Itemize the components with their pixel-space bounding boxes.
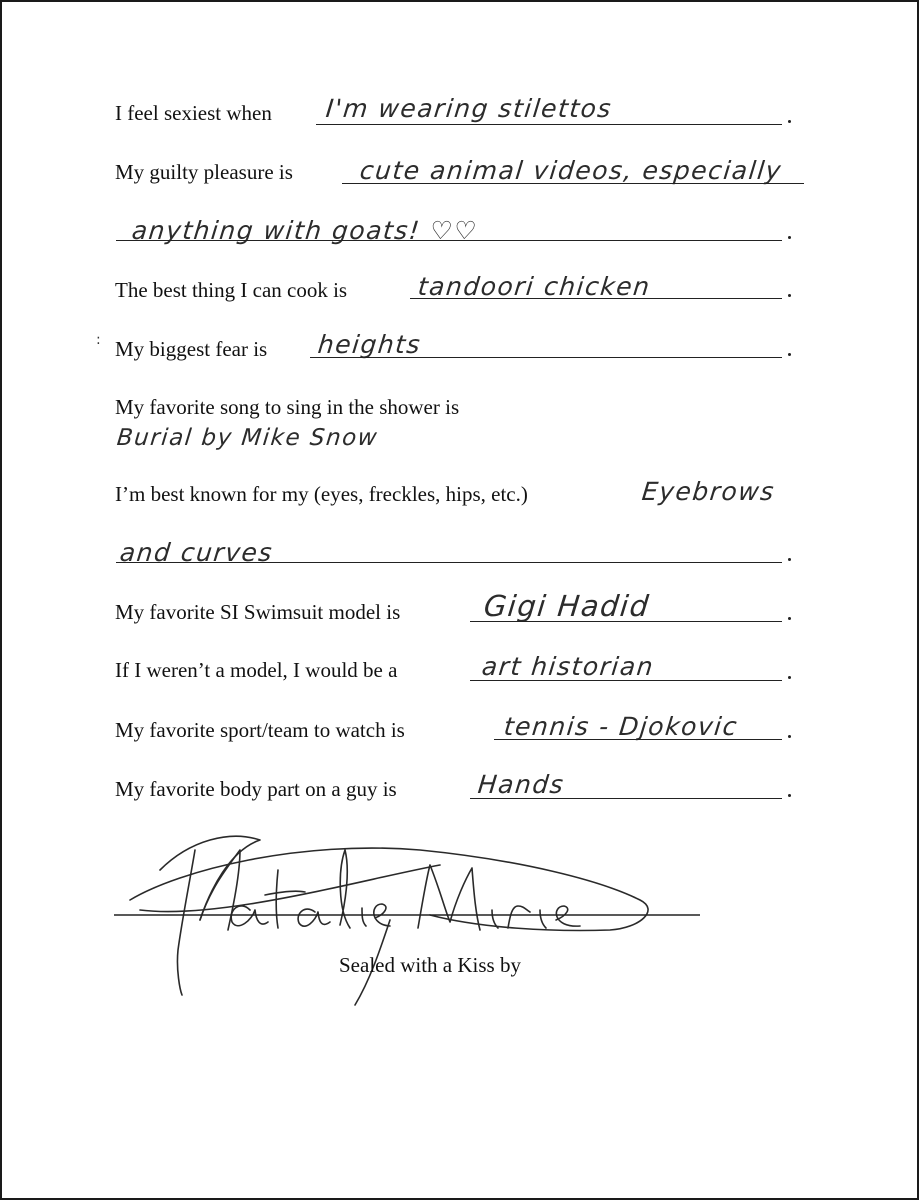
handwritten-answer: I'm wearing stilettos [324, 94, 614, 123]
answer-line [116, 562, 782, 563]
answer-line [316, 124, 782, 125]
answer-line [116, 240, 782, 241]
question-label: I’m best known for my (eyes, freckles, hips, etc.) [115, 482, 528, 506]
period-dot [788, 794, 791, 797]
margin-mark: : [96, 332, 101, 348]
handwritten-answer: tennis - Djokovic [502, 712, 740, 741]
handwritten-answer: art historian [480, 652, 656, 681]
question-label: If I weren’t a model, I would be a [115, 658, 398, 682]
handwritten-answer: Burial by Mike Snow [115, 425, 380, 451]
period-dot [788, 236, 791, 239]
period-dot [788, 353, 791, 356]
question-label: My favorite sport/team to watch is [115, 718, 405, 742]
answer-line [410, 298, 782, 299]
question-label: The best thing I can cook is [115, 278, 348, 302]
question-label: My favorite SI Swimsuit model is [115, 600, 401, 624]
handwritten-answer-continued: anything with goats! ♡♡ [130, 216, 480, 245]
answer-line [470, 621, 782, 622]
handwritten-answer-continued: and curves [118, 538, 275, 567]
period-dot [788, 676, 791, 679]
question-label: My biggest fear is [115, 337, 268, 361]
period-dot [788, 558, 791, 561]
answer-line [470, 680, 782, 681]
answer-line [310, 357, 782, 358]
answer-line [494, 739, 782, 740]
answer-line [342, 183, 804, 184]
handwritten-answer: Hands [476, 770, 566, 799]
period-dot [788, 120, 791, 123]
period-dot [788, 735, 791, 738]
handwritten-answer: tandoori chicken [416, 272, 653, 301]
question-label: My favorite body part on a guy is [115, 777, 397, 801]
question-label: My favorite song to sing in the shower is [115, 395, 460, 419]
question-label: I feel sexiest when [115, 101, 272, 125]
handwritten-answer: cute animal videos, especially [358, 156, 784, 185]
handwritten-answer: heights [316, 330, 423, 359]
handwritten-answer: Eyebrows [640, 477, 777, 506]
signature-caption: Sealed with a Kiss by [339, 953, 521, 977]
handwritten-signature [100, 810, 700, 1010]
period-dot [788, 617, 791, 620]
question-label: My guilty pleasure is [115, 160, 293, 184]
answer-line [470, 798, 782, 799]
period-dot [788, 294, 791, 297]
handwritten-answer: Gigi Hadid [482, 589, 652, 623]
